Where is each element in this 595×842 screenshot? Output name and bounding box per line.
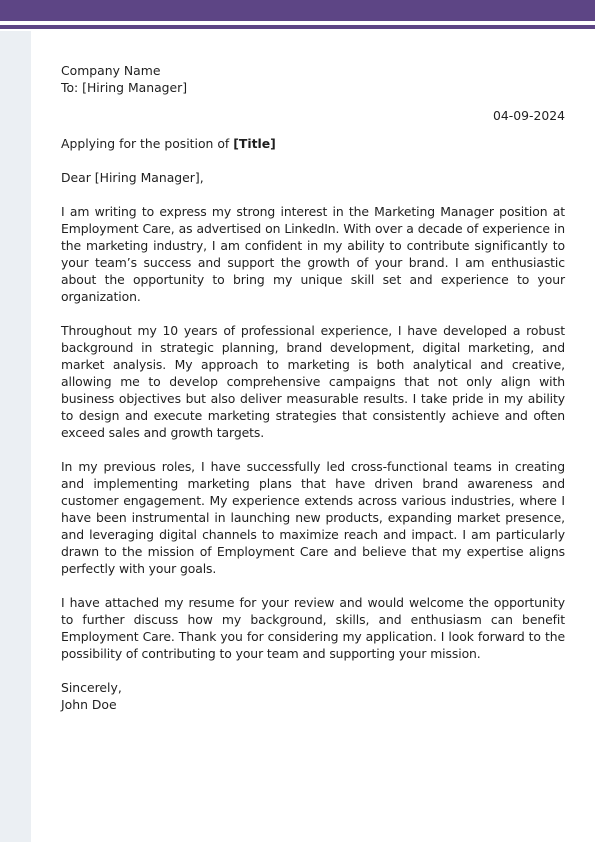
signoff: Sincerely, [61, 680, 122, 695]
signer-name: John Doe [61, 697, 117, 712]
header-accent-stripe [0, 25, 595, 29]
recipient-line: To: [Hiring Manager] [61, 80, 188, 95]
header-accent-bar [0, 0, 595, 21]
company-name: Company Name [61, 63, 161, 78]
body-paragraph: I am writing to express my strong interest in the Marketing Manager position at Employment Care, as advertised on LinkedIn. With over a decade of experience in the marketing industry, I am confident in my ability to contribute significantly to your team’s success and support the growth of your brand. I am enthusiastic about the opportunity to bring my unique skill set and experience to your organization. [61, 204, 565, 304]
body-paragraph: Throughout my 10 years of professional experience, I have developed a robust background in strategic planning, brand development, digital marketing, and market analysis. My approach to marketing is both analytical and creative, allowing me to develop comprehensive campaigns that not only align with business objectives but also deliver measurable results. I take pride in my ability to design and execute marketing strategies that consistently achieve and often exceed sales and growth targets. [61, 323, 565, 440]
side-margin-bar [0, 31, 31, 842]
subject-line [61, 135, 565, 152]
subject-title: [Title] [233, 136, 276, 151]
letter-body [61, 62, 565, 713]
body-paragraph: I have attached my resume for your review and would welcome the opportunity to further discuss how my background, skills, and enthusiasm can benefit Employment Care. Thank you for considering my application. I look forward to the possibility of contributing to your team and supporting your mission. [61, 595, 565, 661]
salutation: Dear [Hiring Manager], [61, 170, 204, 185]
subject-prefix: Applying for the position of [61, 136, 234, 151]
letter-date: 04-09-2024 [492, 108, 565, 123]
body-paragraph: In my previous roles, I have successfully led cross-functional teams in creating and implementing marketing plans that have driven brand awareness and customer engagement. My experience extends across various industries, where I have been instrumental in launching new products, expanding market presence, and leveraging digital channels to maximize reach and impact. I am particularly drawn to the mission of Employment Care and believe that my expertise aligns perfectly with your goals. [61, 459, 565, 576]
